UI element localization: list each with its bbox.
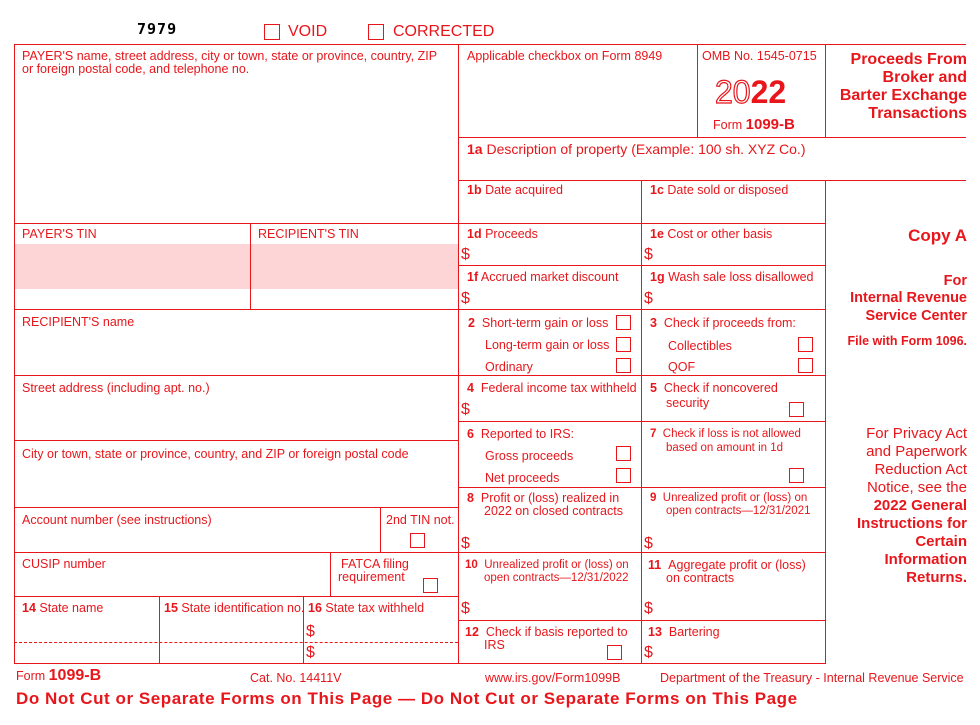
line-8-top [458, 487, 826, 488]
box-13-text: Bartering [668, 625, 720, 639]
line-1a-top [458, 137, 966, 138]
box-3-text: Check if proceeds from: [663, 316, 796, 330]
box-11-dollar: $ [644, 600, 653, 617]
privacy-2: and Paperwork [866, 443, 967, 460]
box-1d-dollar: $ [461, 246, 470, 263]
cusip-label: CUSIP number [22, 557, 106, 571]
box-6-net-checkbox[interactable] [616, 468, 631, 483]
divider-right [825, 44, 826, 137]
footer-form-name: 1099-B [48, 667, 102, 684]
line-2-top [458, 309, 826, 310]
form-code: 7979 [137, 20, 178, 38]
omb-number: OMB No. 1545-0715 [702, 49, 817, 63]
box-2-num: 2 [468, 316, 475, 330]
line-1b-top [458, 180, 966, 181]
box-2-opt1 [468, 316, 608, 330]
line-4-top [458, 375, 826, 376]
privacy-6: Instructions for [856, 515, 967, 532]
box-3-label [650, 316, 796, 330]
sidebar-file-with: File with Form 1096. [847, 334, 967, 348]
box-15-text: State identification no. [181, 601, 305, 615]
sidebar-irs-2: Service Center [865, 308, 967, 324]
payer-name-field[interactable] [15, 78, 457, 222]
box-12-label-1 [465, 625, 628, 639]
box-10-num: 10 [465, 559, 478, 571]
box-9-num: 9 [650, 492, 657, 504]
recipient-tin-label: RECIPIENT'S TIN [258, 227, 359, 241]
city-label: City or town, state or province, country, and ZIP or foreign postal code [22, 447, 409, 461]
divider-state-1 [159, 596, 160, 663]
tax-year [715, 75, 786, 109]
tax-year-suffix: 22 [750, 74, 787, 110]
box-12-text: Check if basis reported to [485, 625, 628, 639]
box-8-text: Profit or (loss) realized in [480, 491, 620, 505]
payer-tin-label: PAYER'S TIN [22, 227, 97, 241]
box-1c-text: Date sold or disposed [667, 183, 789, 197]
sidebar-irs-1: Internal Revenue [850, 290, 967, 306]
box-6-num: 6 [467, 427, 474, 441]
box-4-dollar: $ [461, 401, 470, 418]
box-4-label [467, 381, 637, 395]
box-2-long-checkbox[interactable] [616, 337, 631, 352]
box-12-checkbox[interactable] [607, 645, 622, 660]
box-6-text: Reported to IRS: [480, 427, 575, 441]
state-name-label [22, 601, 103, 615]
box-11-num: 11 [648, 558, 662, 572]
box-1f-num: 1f [467, 270, 479, 284]
line-cusip-top [14, 552, 458, 553]
box-3-num: 3 [650, 316, 657, 330]
box-13-dollar: $ [644, 644, 653, 661]
box-1f-dollar: $ [461, 290, 470, 307]
tax-year-prefix: 20 [715, 74, 751, 110]
box-1f-text: Accrued market discount [480, 270, 619, 284]
box-1e-num: 1e [650, 227, 664, 241]
box-12-label-2: IRS [484, 638, 505, 652]
box-1g-num: 1g [650, 270, 665, 284]
box-1e-label [650, 227, 772, 241]
line-city-top [14, 440, 458, 441]
divider-fatca [330, 552, 331, 596]
border-top [14, 44, 966, 45]
fatca-checkbox[interactable] [423, 578, 438, 593]
box-10-label-2: open contracts—12/31/2022 [484, 572, 629, 584]
box-16-num: 16 [308, 601, 322, 615]
box-7-text: Check if loss is not allowed [662, 428, 801, 440]
line-state-top [14, 596, 458, 597]
box-2-opt1-text: Short-term gain or loss [481, 316, 609, 330]
omb-form-name [713, 118, 795, 132]
state-tax-label [308, 601, 424, 615]
box-9-label-2: open contracts—12/31/2021 [666, 505, 811, 517]
box-13-num: 13 [648, 625, 662, 639]
street-label: Street address (including apt. no.) [22, 381, 210, 395]
footer-cat: Cat. No. 14411V [250, 671, 342, 685]
tin2-checkbox[interactable] [410, 533, 425, 548]
privacy-1: For Privacy Act [866, 425, 967, 442]
box-1e-text: Cost or other basis [667, 227, 773, 241]
box-1f-label [467, 270, 618, 284]
box-12-num: 12 [465, 625, 479, 639]
box-6-opt1: Gross proceeds [485, 449, 574, 463]
line-street-top [14, 375, 458, 376]
box-9-text: Unrealized profit or (loss) on [662, 492, 808, 504]
box-3-opt1: Collectibles [668, 339, 732, 353]
line-account-top [14, 507, 458, 508]
box-16-text: State tax withheld [325, 601, 425, 615]
box-1a-text: Description of property (Example: 100 sh. XYZ Co.) [486, 141, 806, 157]
fatca-label-1: FATCA filing [341, 557, 409, 571]
box-9-label-1 [650, 491, 807, 505]
box-15-num: 15 [164, 601, 178, 615]
box-1a-label [467, 141, 806, 157]
box-8-num: 8 [467, 491, 474, 505]
void-checkbox[interactable] [264, 24, 280, 40]
state-id-label [164, 601, 304, 615]
footer-form-word: Form [16, 669, 46, 683]
box-7-num: 7 [650, 428, 657, 440]
line-6-top [458, 421, 826, 422]
line-10-top [458, 552, 826, 553]
box-14-num: 14 [22, 601, 36, 615]
box-5-label-1 [650, 381, 778, 395]
privacy-7: Certain [915, 533, 967, 550]
divider-2nd-tin [380, 507, 381, 552]
box-6-gross-checkbox[interactable] [616, 446, 631, 461]
privacy-5: 2022 General [873, 497, 967, 514]
privacy-9: Returns. [906, 569, 967, 586]
box-3-qof-checkbox[interactable] [798, 358, 813, 373]
box-6-opt2: Net proceeds [485, 471, 560, 485]
box-5-text: Check if noncovered [663, 381, 778, 395]
box-6-label [467, 427, 574, 441]
payer-name-label-1: PAYER'S name, street address, city or town, state or province, country, ZIP [22, 49, 438, 63]
box-3-opt2: QOF [668, 360, 696, 374]
box-2-short-checkbox[interactable] [616, 315, 631, 330]
line-12-top [458, 620, 826, 621]
box-5-num: 5 [650, 381, 657, 395]
footer-url: www.irs.gov/Form1099B [485, 671, 621, 685]
box-1g-text: Wash sale loss disallowed [668, 270, 814, 284]
void-label: VOID [288, 23, 328, 40]
box-1b-label [467, 183, 563, 197]
payer-tin-field[interactable] [15, 244, 250, 289]
account-label: Account number (see instructions) [22, 513, 212, 527]
title-line-2: Broker and [882, 69, 967, 86]
box-7-label-2: based on amount in 1d [666, 442, 784, 454]
box-1c-label [650, 183, 788, 197]
privacy-8: Information [884, 551, 967, 568]
recipient-name-label: RECIPIENT'S name [22, 315, 135, 329]
box-9-dollar: $ [644, 535, 653, 552]
box-1b-text: Date acquired [485, 183, 563, 197]
box-1g-dollar: $ [644, 290, 653, 307]
recipient-tin-field[interactable] [251, 244, 458, 289]
border-bottom [14, 663, 826, 664]
title-line-1: Proceeds From [850, 51, 967, 68]
box-2-opt2: Long-term gain or loss [485, 338, 610, 352]
box-1b-num: 1b [467, 183, 482, 197]
omb-form-word: Form [713, 118, 743, 132]
box-10-text: Unrealized profit or (loss) on [484, 559, 629, 571]
privacy-3: Reduction Act [874, 461, 967, 478]
box-10-label-1 [465, 558, 629, 572]
box-5-checkbox[interactable] [789, 402, 804, 417]
box-1d-label [467, 227, 538, 241]
corrected-label: CORRECTED [393, 23, 495, 40]
box-11-label-2: on contracts [666, 571, 735, 585]
box-11-label-1 [648, 558, 806, 572]
box-4-num: 4 [467, 381, 474, 395]
box-1c-num: 1c [650, 183, 664, 197]
title-line-4: Transactions [868, 105, 967, 122]
box-14-text: State name [39, 601, 104, 615]
box-10-dollar: $ [461, 600, 470, 617]
box-8-label-2: 2022 on closed contracts [484, 504, 623, 518]
corrected-checkbox[interactable] [368, 24, 384, 40]
tin2-label: 2nd TIN not. [386, 513, 455, 527]
box-7-checkbox[interactable] [789, 468, 804, 483]
box-7-label-1 [650, 427, 801, 441]
state-dashed-line [14, 642, 458, 643]
box-1d-num: 1d [467, 227, 482, 241]
footer-dept: Department of the Treasury - Internal Revenue Service [660, 671, 964, 685]
box-4-text: Federal income tax withheld [480, 381, 637, 395]
privacy-4: Notice, see the [866, 479, 967, 496]
box-1g-label [650, 270, 814, 284]
line-tin-top [14, 223, 458, 224]
state-tax-dollar-2: $ [306, 644, 315, 661]
divider-omb [697, 44, 698, 137]
box-13-label [648, 625, 720, 639]
box-5-label-2: security [666, 396, 710, 410]
box-8-label-1 [467, 491, 619, 505]
footer-form [16, 669, 101, 683]
box-2-ordinary-checkbox[interactable] [616, 358, 631, 373]
box-11-text: Aggregate profit or (loss) [668, 558, 806, 572]
line-1d-top [458, 223, 826, 224]
sidebar-for: For [943, 273, 967, 289]
copy-a: Copy A [908, 226, 967, 245]
title-line-3: Barter Exchange [839, 87, 967, 104]
state-tax-dollar-1: $ [306, 623, 315, 640]
omb-form-id: 1099-B [745, 116, 795, 133]
box-1e-dollar: $ [644, 246, 653, 263]
line-1f-top [458, 265, 826, 266]
box-2-opt3: Ordinary [485, 360, 533, 374]
fatca-label-2: requirement [338, 570, 405, 584]
box-1d-text: Proceeds [485, 227, 538, 241]
box-8-dollar: $ [461, 535, 470, 552]
footer-warning: Do Not Cut or Separate Forms on This Page — Do Not Cut or Separate Forms on This Page [16, 689, 798, 708]
payer-name-label-2: or foreign postal code, and telephone no. [22, 62, 250, 76]
applicable-checkbox-label: Applicable checkbox on Form 8949 [467, 49, 663, 63]
box-1a-num: 1a [467, 141, 483, 157]
box-3-collectibles-checkbox[interactable] [798, 337, 813, 352]
line-recipient-name-top [14, 309, 458, 310]
